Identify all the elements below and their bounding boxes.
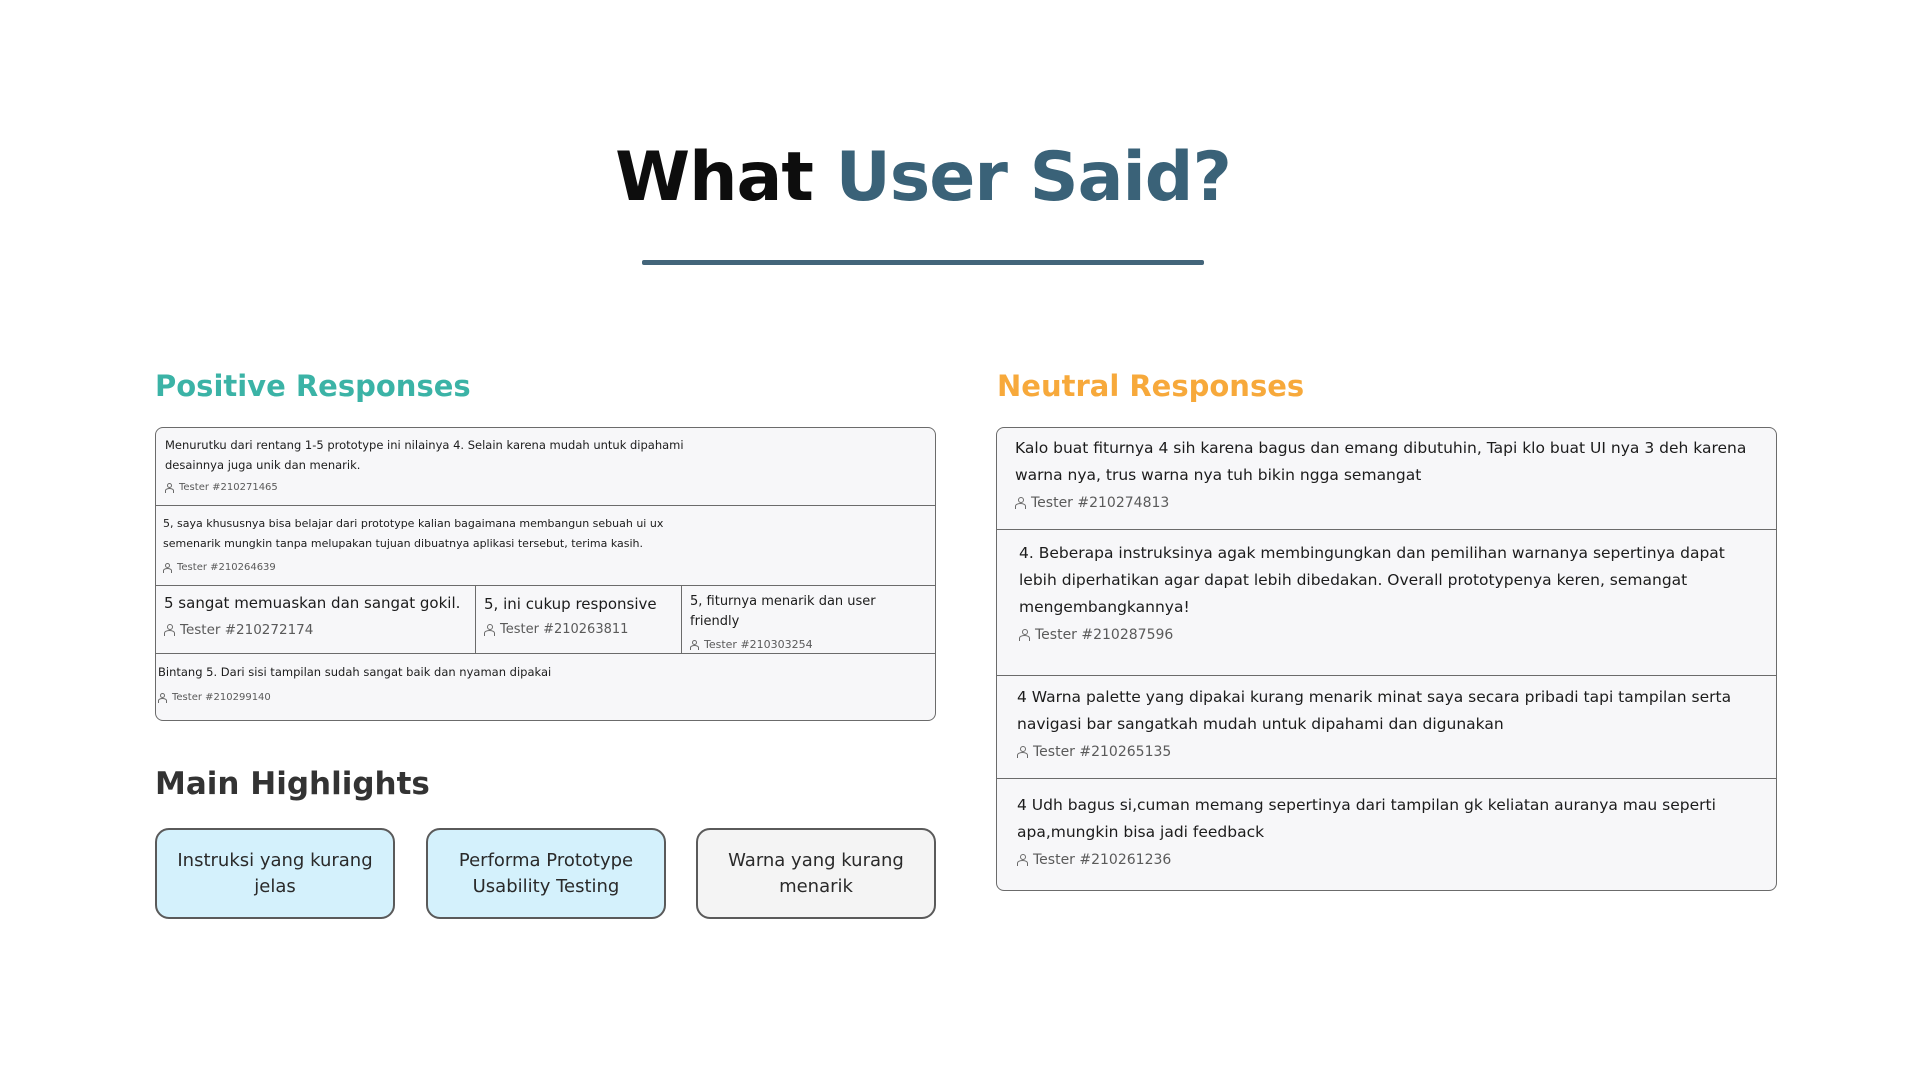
response-text: 5 sangat memuaskan dan sangat gokil. (164, 594, 461, 612)
title-part-2: User Said? (835, 138, 1231, 217)
neutral-heading: Neutral Responses (997, 369, 1305, 403)
tester-id: Tester #210303254 (704, 638, 813, 651)
user-icon (164, 624, 175, 636)
positive-heading: Positive Responses (155, 369, 471, 403)
highlight-instruksi: Instruksi yang kurang jelas (155, 828, 395, 919)
tester-label (158, 688, 933, 708)
response-text: Bintang 5. Dari sisi tampilan sudah sangat baik dan nyaman dipakai (158, 665, 552, 679)
tester-id: Tester #210272174 (180, 622, 314, 638)
highlight-performa: Performa Prototype Usability Testing (426, 828, 666, 919)
response-text: 4 Warna palette yang dipakai kurang menarik minat saya secara pribadi tapi tampilan serta navigasi bar sangatkah mudah untuk dipahami dan digunakan (1017, 688, 1732, 733)
neutral-response-4 (997, 779, 1776, 889)
highlight-warna: Warna yang kurang menarik (696, 828, 936, 919)
positive-responses-card (155, 427, 936, 721)
tester-id: Tester #210299140 (172, 692, 271, 703)
positive-response-2 (156, 506, 935, 586)
response-text: 5, saya khususnya bisa belajar dari prototype kalian bagaimana membangun sebuah ui ux semenarik mungkin tanpa melupakan tujuan dibuatnya aplikasi tersebut, terima kasih. (163, 517, 664, 550)
positive-response-1 (156, 428, 935, 506)
tester-label (1017, 852, 1756, 868)
positive-response-6 (156, 654, 935, 720)
tester-id: Tester #210264639 (177, 562, 276, 573)
tester-label (165, 478, 926, 498)
title-part-1: What (615, 138, 836, 217)
title-underline (642, 260, 1204, 265)
response-text: 5, ini cukup responsive (484, 595, 657, 613)
neutral-response-2 (997, 530, 1776, 676)
tester-id: Tester #210263811 (500, 622, 629, 637)
user-icon (484, 624, 495, 636)
positive-response-5 (682, 586, 935, 653)
user-icon (1017, 854, 1028, 866)
response-text: 4 Udh bagus si,cuman memang sepertinya dari tampilan gk keliatan auranya mau seperti apa,mungkin bisa jadi feedback (1017, 796, 1716, 841)
user-icon (158, 693, 167, 703)
tester-label (163, 558, 928, 578)
neutral-response-3 (997, 676, 1776, 779)
main-highlights-heading: Main Highlights (155, 766, 430, 802)
tester-id: Tester #210265135 (1033, 744, 1172, 760)
positive-response-4 (476, 586, 682, 653)
tester-label (164, 622, 467, 638)
tester-id: Tester #210271465 (179, 482, 278, 493)
user-icon (690, 640, 699, 650)
tester-label (484, 622, 673, 637)
tester-label (1019, 627, 1754, 643)
user-icon (163, 563, 172, 573)
tester-id: Tester #210274813 (1031, 495, 1170, 511)
page-title (0, 136, 1846, 220)
user-icon (1019, 629, 1030, 641)
positive-response-3 (156, 586, 476, 653)
response-text: Kalo buat fiturnya 4 sih karena bagus dan emang dibutuhin, Tapi klo buat UI nya 3 deh karena warna nya, trus warna nya tuh bikin ngga semangat (1015, 439, 1747, 484)
response-text: Menurutku dari rentang 1-5 prototype ini nilainya 4. Selain karena mudah untuk dipahami desainnya juga unik dan menarik. (165, 438, 684, 472)
neutral-response-1 (997, 428, 1776, 530)
response-text: 4. Beberapa instruksinya agak membingungkan dan pemilihan warnanya sepertinya dapat lebih diperhatikan agar dapat lebih dibedakan. Overall prototypenya keren, semangat mengembangkannya! (1019, 544, 1725, 616)
response-text: 5, fiturnya menarik dan user friendly (690, 594, 876, 629)
user-icon (1017, 746, 1028, 758)
tester-label (1017, 744, 1756, 760)
user-icon (165, 483, 174, 493)
tester-label (1015, 495, 1758, 511)
positive-response-row (156, 586, 935, 654)
tester-id: Tester #210261236 (1033, 852, 1172, 868)
tester-label (690, 638, 927, 651)
neutral-responses-card (996, 427, 1777, 891)
tester-id: Tester #210287596 (1035, 627, 1174, 643)
user-icon (1015, 497, 1026, 509)
